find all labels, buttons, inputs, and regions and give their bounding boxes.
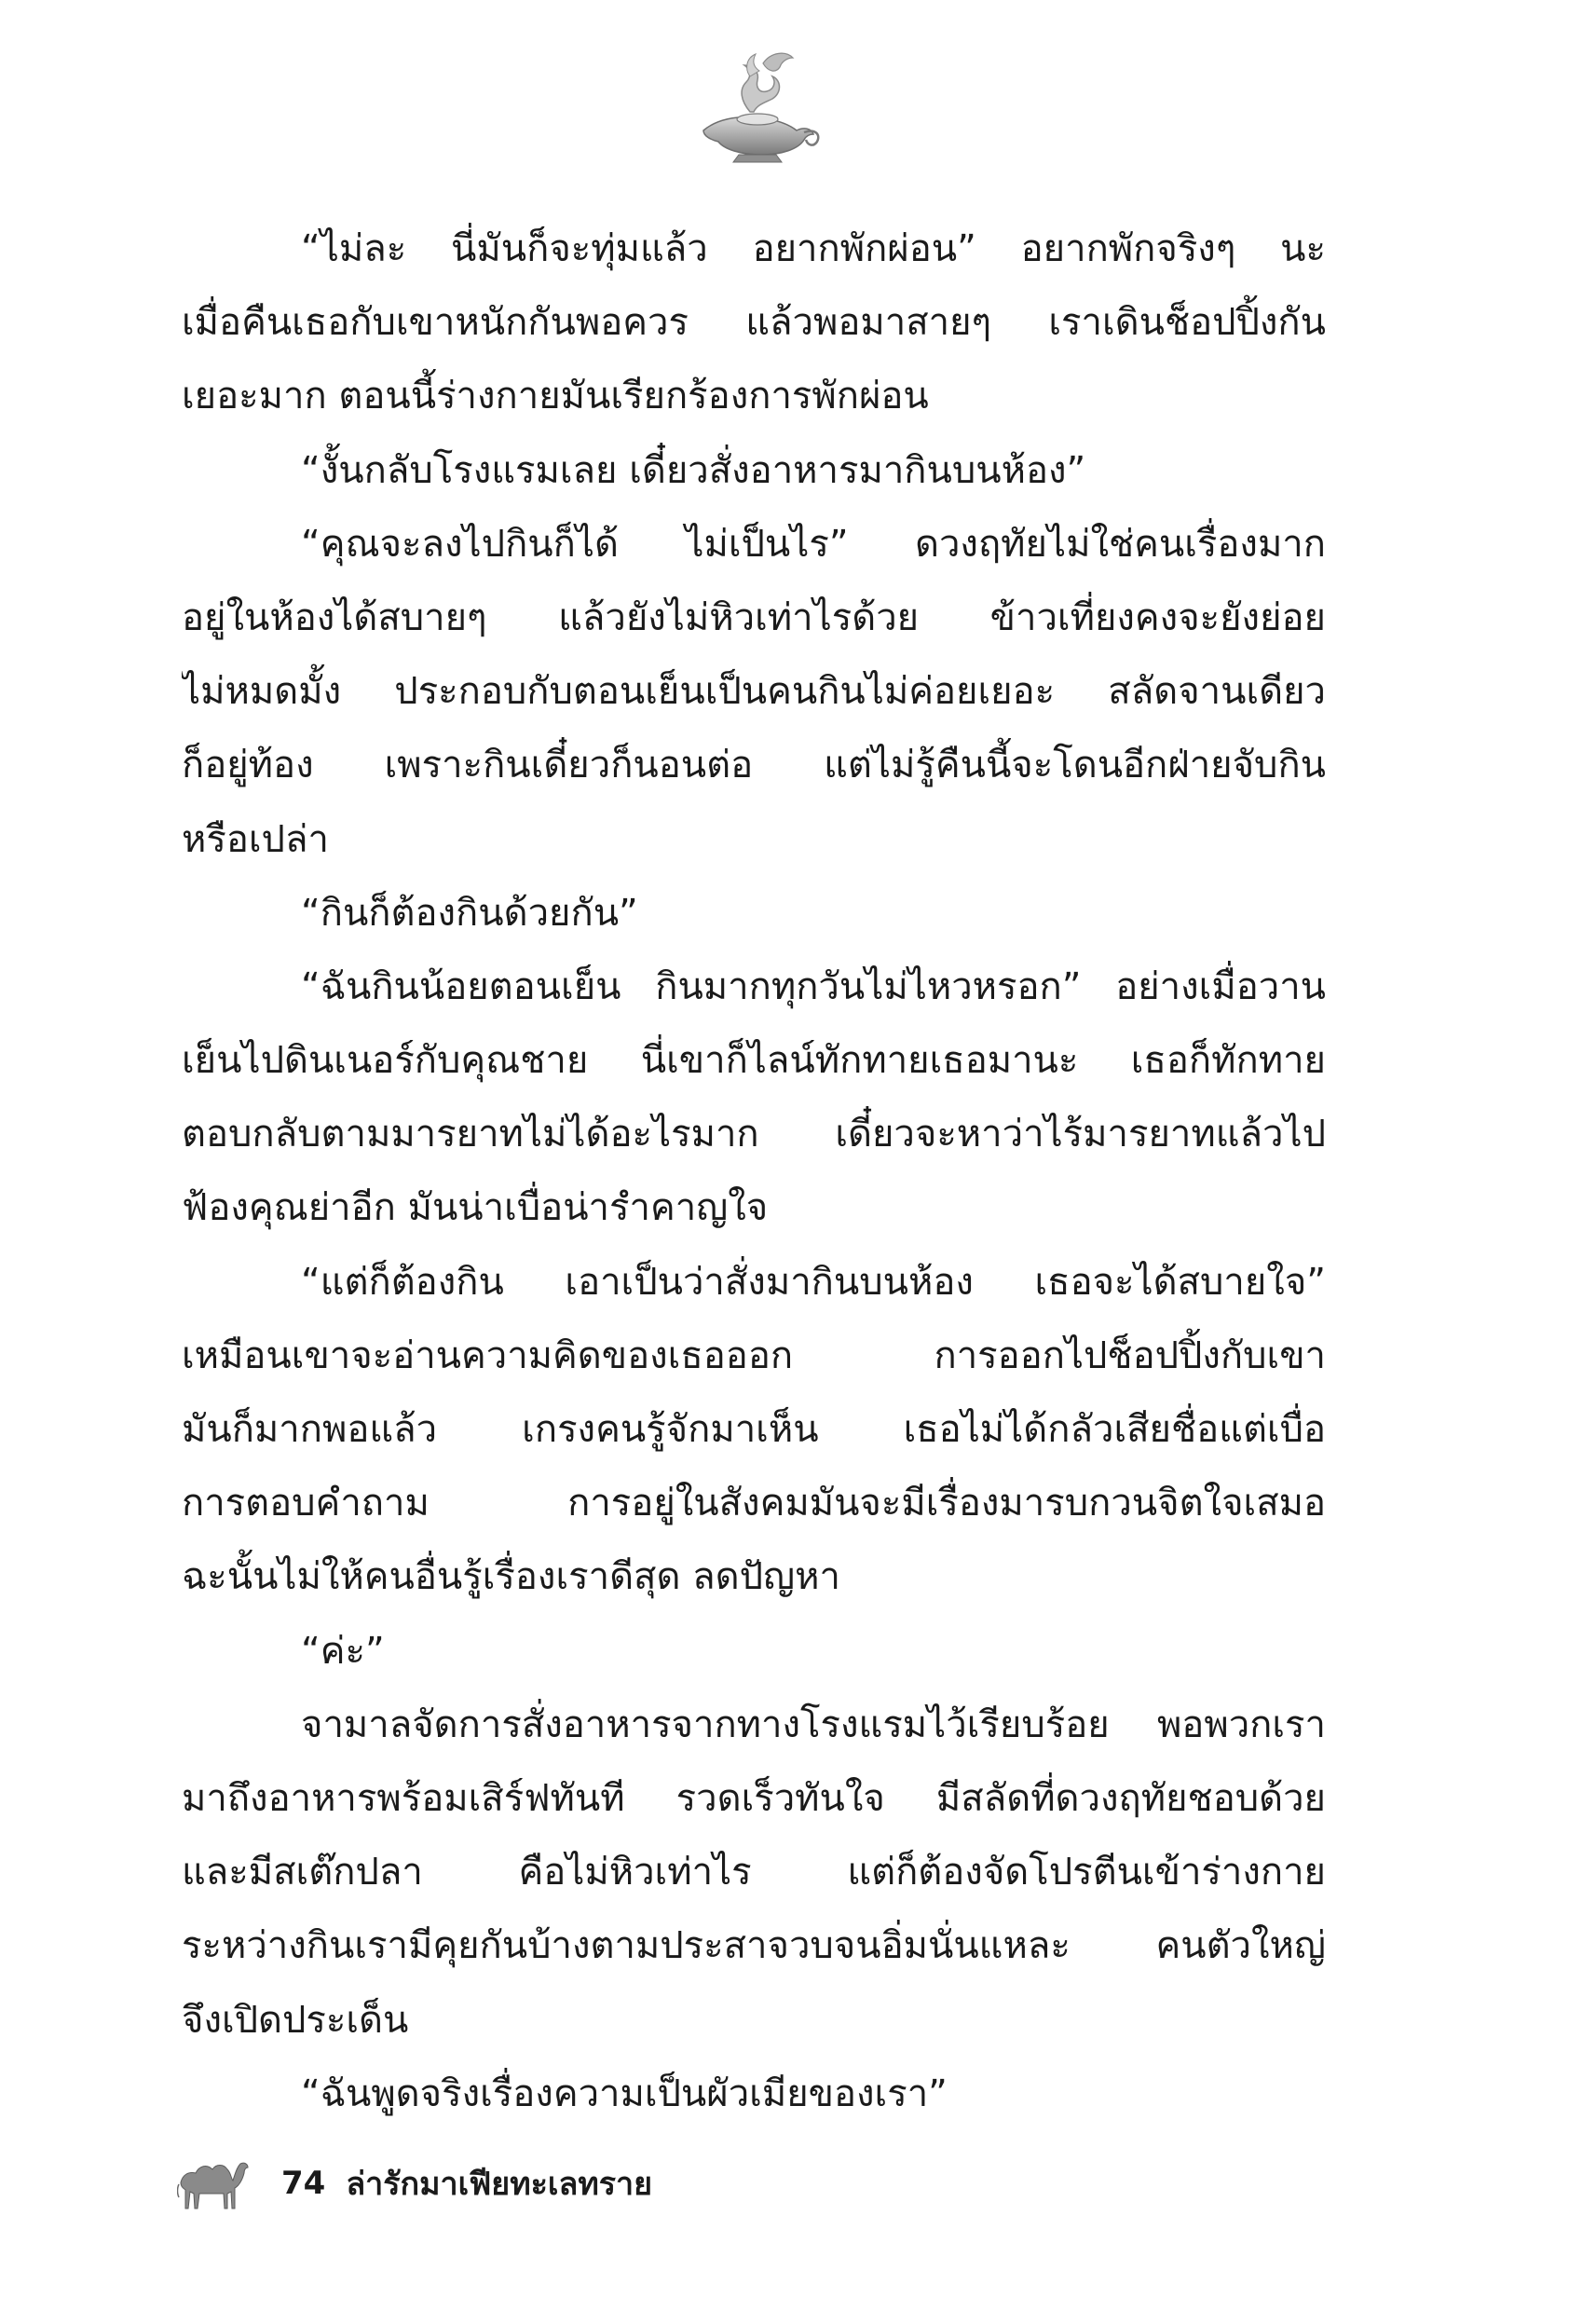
book-title: ล่ารักมาเฟียทะเลทราย xyxy=(346,2166,653,2203)
text-line: เย็นไปดินเนอร์กับคุณชาย นี่เขาก็ไลน์ทักทายเธอมานะ เธอก็ทักทาย xyxy=(182,1039,1326,1083)
page-footer xyxy=(177,2151,652,2216)
text-line: จามาลจัดการสั่งอาหารจากทางโรงแรมไว้เรียบร้อย พอพวกเรา xyxy=(301,1702,1326,1746)
text-line: มันก็มากพอแล้ว เกรงคนรู้จักมาเห็น เธอไม่ได้กลัวเสียชื่อแต่เบื่อ xyxy=(182,1408,1326,1451)
text-line: “ฉันพูดจริงเรื่องความเป็นผัวเมียของเรา” xyxy=(301,2072,948,2115)
page-number: 74 xyxy=(281,2165,326,2202)
text-line: อยู่ในห้องได้สบายๆ แล้วยังไม่หิวเท่าไรด้วย ข้าวเที่ยงคงจะยังย่อย xyxy=(182,595,1326,639)
text-line: “คุณจะลงไปกินก็ได้ ไม่เป็นไร” ดวงฤทัยไม่ใช่คนเรื่องมาก xyxy=(301,522,1326,566)
text-line: หรือเปล่า xyxy=(182,817,329,861)
camel-icon xyxy=(177,2154,250,2212)
text-line: ฉะนั้นไม่ให้คนอื่นรู้เรื่องเราดีสุด ลดปัญหา xyxy=(182,1555,840,1599)
text-line: จึงเปิดประเด็น xyxy=(182,1998,409,2042)
text-line: “กินก็ต้องกินด้วยกัน” xyxy=(301,891,638,935)
text-line: ฟ้องคุณย่าอีก มันน่าเบื่อน่ารำคาญใจ xyxy=(182,1186,769,1230)
text-line: ก็อยู่ท้อง เพราะกินเดี๋ยวก็นอนต่อ แต่ไม่รู้คืนนี้จะโดนอีกฝ่ายจับกิน xyxy=(182,744,1326,787)
text-line: “ไม่ละ นี่มันก็จะทุ่มแล้ว อยากพักผ่อน” อยากพักจริงๆ นะ xyxy=(301,227,1326,270)
text-line: “ฉันกินน้อยตอนเย็น กินมากทุกวันไม่ไหวหรอก” อย่างเมื่อวาน xyxy=(301,964,1326,1008)
text-line: เมื่อคืนเธอกับเขาหนักกันพอควร แล้วพอมาสายๆ เราเดินช็อปปิ้งกัน xyxy=(182,301,1326,345)
text-line: ไม่หมดมั้ง ประกอบกับตอนเย็นเป็นคนกินไม่ค่อยเยอะ สลัดจานเดียว xyxy=(182,670,1326,714)
text-line: มาถึงอาหารพร้อมเสิร์ฟทันที รวดเร็วทันใจ มีสลัดที่ดวงฤทัยชอบด้วย xyxy=(182,1776,1326,1820)
text-line: เยอะมาก ตอนนี้ร่างกายมันเรียกร้องการพักผ่อน xyxy=(182,375,929,418)
text-line: “แต่ก็ต้องกิน เอาเป็นว่าสั่งมากินบนห้อง เธอจะได้สบายใจ” xyxy=(301,1260,1326,1304)
text-line: “งั้นกลับโรงแรมเลย เดี๋ยวสั่งอาหารมากินบนห้อง” xyxy=(301,448,1086,492)
text-line: การตอบคำถาม การอยู่ในสังคมมันจะมีเรื่องมารบกวนจิตใจเสมอ xyxy=(182,1482,1326,1525)
body-text xyxy=(182,212,1326,2131)
text-line: เหมือนเขาจะอ่านความคิดของเธอออก การออกไปช็อปปิ้งกับเขา xyxy=(182,1333,1326,1377)
text-line: ระหว่างกินเรามีคุยกันบ้างตามประสาจวบจนอิ่มนั่นแหละ คนตัวใหญ่ xyxy=(182,1924,1326,1968)
text-line: ตอบกลับตามมารยาทไม่ได้อะไรมาก เดี๋ยวจะหาว่าไร้มารยาทแล้วไป xyxy=(182,1113,1326,1156)
text-line: และมีสเต๊กปลา คือไม่หิวเท่าไร แต่ก็ต้องจัดโปรตีนเข้าร่างกาย xyxy=(182,1851,1326,1894)
text-line: “ค่ะ” xyxy=(301,1629,385,1673)
genie-lamp-icon xyxy=(685,45,825,166)
